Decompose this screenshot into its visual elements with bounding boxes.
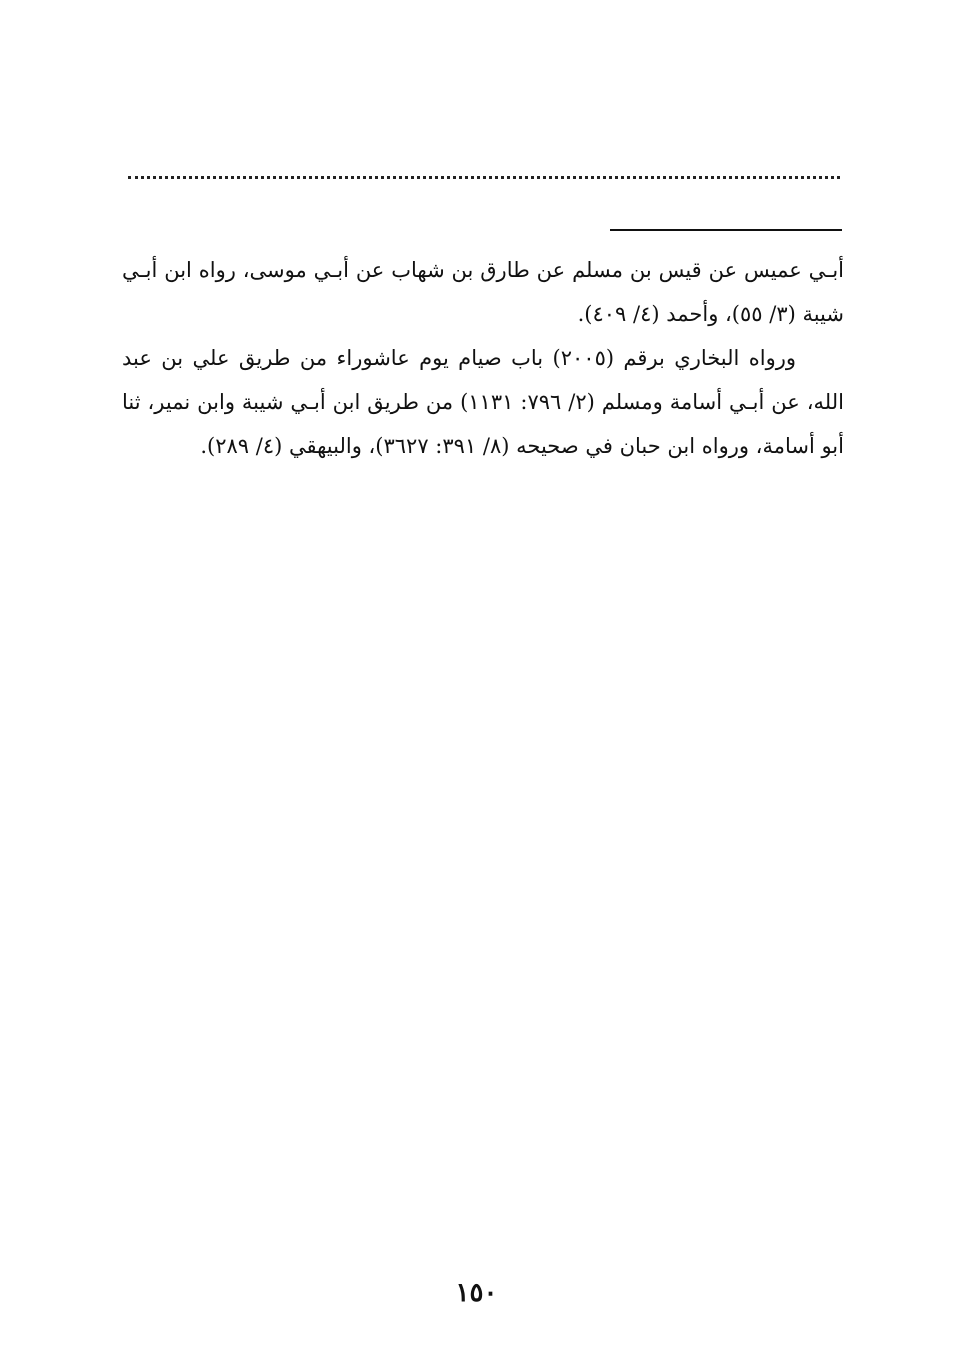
page-number: ١٥٠ (455, 1278, 498, 1308)
footnote-block (122, 248, 844, 468)
footnote-rule (610, 229, 842, 231)
footnote-paragraph-1: أبـي عميس عن قيس بن مسلم عن طارق بن شهاب عن أبـي موسى، رواه ابن أبـي شيبة (٣/ ٥٥)، وأحمد (٤/ ٤٠٩). (122, 258, 844, 326)
dotted-separator (128, 176, 840, 186)
footnote-paragraph-2: ورواه البخاري برقم (٢٠٠٥) باب صيام يوم عاشوراء من طريق علي بن عبد الله، عن أبـي أسامة ومسلم (٢/ ٧٩٦: ١١٣١) من طريق ابن أبـي شيبة وابن نمير، ثنا أبو أسامة، ورواه ابن حبان في صحيحه (٨/ ٣٩١: ٣٦٢٧)، والبيهقي (٤/ ٢٨٩). (122, 346, 844, 458)
